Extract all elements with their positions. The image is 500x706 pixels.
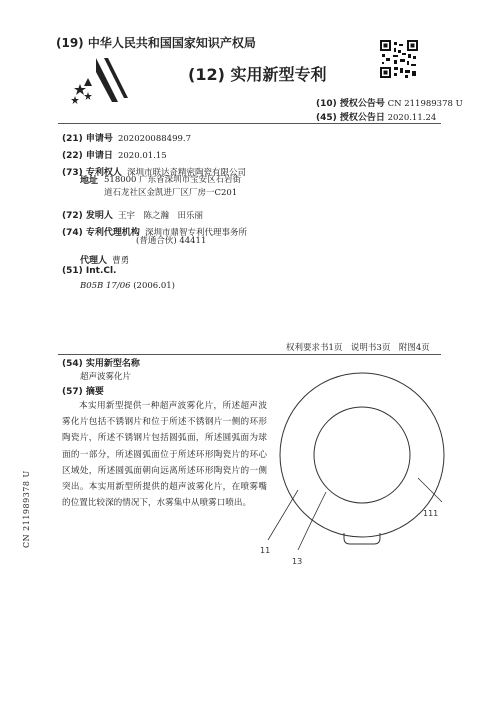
address-line-2: 道石龙社区金凯进厂区厂房一C201: [104, 188, 238, 198]
abstract-text: 本实用新型提供一种超声波雾化片，所述超声波雾化片包括不锈钢片和位于所述不锈钢片一侧的环形陶瓷片，所述不锈钢片包括圆弧面，所述圆弧面为球面的一部分，所述圆弧面位于所述环形陶瓷片的环心区域处，所述圆弧面朝向远离所述环形陶瓷片的一侧突出。本实用新型所提供的超声波雾化片，在喷雾嘴的位置比较深的情况下，水雾集中从喷雾口喷出。: [62, 401, 267, 509]
agent: 曹勇: [112, 256, 130, 266]
ipc-code: B05B 17/06: [80, 281, 131, 291]
application-date: 2020.01.15: [117, 151, 167, 161]
address-line-1: 518000 广东省深圳市宝安区石岩街: [104, 175, 242, 185]
address-label: 地址: [80, 176, 99, 186]
header-divider: [58, 123, 441, 124]
application-date-label: (22) 申请日: [62, 151, 113, 161]
page-info: 权利要求书1页 说明书3页 附图4页: [286, 343, 430, 353]
qr-code: [380, 40, 418, 78]
agent-row: [80, 248, 129, 267]
label-13: 13: [292, 557, 303, 566]
pub-date: 2020.11.24: [387, 113, 437, 123]
inventors-label: (72) 发明人: [62, 211, 113, 221]
pub-number-row: [316, 96, 463, 109]
leader-11: [268, 490, 298, 540]
leader-111: [418, 478, 442, 502]
side-publication-number: CN 211989378 U: [22, 470, 31, 548]
document-type: (12) 实用新型专利: [188, 65, 327, 84]
leader-13: [298, 492, 326, 550]
inventors: 王宇 陈之瀚 田乐丽: [117, 211, 203, 221]
agent-label: 代理人: [80, 256, 108, 266]
section-divider: [58, 354, 441, 355]
patentee: 深圳市联达奇精密陶瓷有限公司: [126, 168, 246, 178]
pub-date-row: [316, 110, 436, 123]
utility-model-title: 超声波雾化片: [80, 372, 132, 382]
spherical-arc-surface: [314, 407, 410, 503]
pub-number: CN 211989378 U: [387, 99, 463, 109]
ring-ceramic-outline: [280, 373, 444, 537]
agency-line-2: (普通合伙) 44411: [136, 236, 207, 246]
pub-number-label: (10) 授权公告号: [316, 99, 385, 109]
ipc-label: (51) Int.Cl.: [62, 266, 117, 276]
agency: 深圳市鼎智专利代理事务所: [144, 228, 247, 238]
ipc-row: [80, 281, 175, 291]
office-name: (19) 中华人民共和国国家知识产权局: [56, 36, 256, 50]
label-11: 11: [260, 546, 271, 555]
title-label: (54) 实用新型名称: [62, 359, 140, 369]
application-number-label: (21) 申请号: [62, 134, 113, 144]
pub-date-label: (45) 授权公告日: [316, 113, 385, 123]
patentee-label: (73) 专利权人: [62, 168, 122, 178]
abstract-label: (57) 摘要: [62, 387, 104, 397]
agency-label: (74) 专利代理机构: [62, 228, 140, 238]
ipc-version: (2006.01): [133, 281, 176, 291]
application-number: 202020088499.7: [117, 134, 191, 144]
nozzle-tab: [344, 533, 380, 544]
label-111: 111: [423, 509, 439, 518]
cnipa-logo: [66, 56, 136, 106]
representative-drawing: [240, 370, 470, 580]
